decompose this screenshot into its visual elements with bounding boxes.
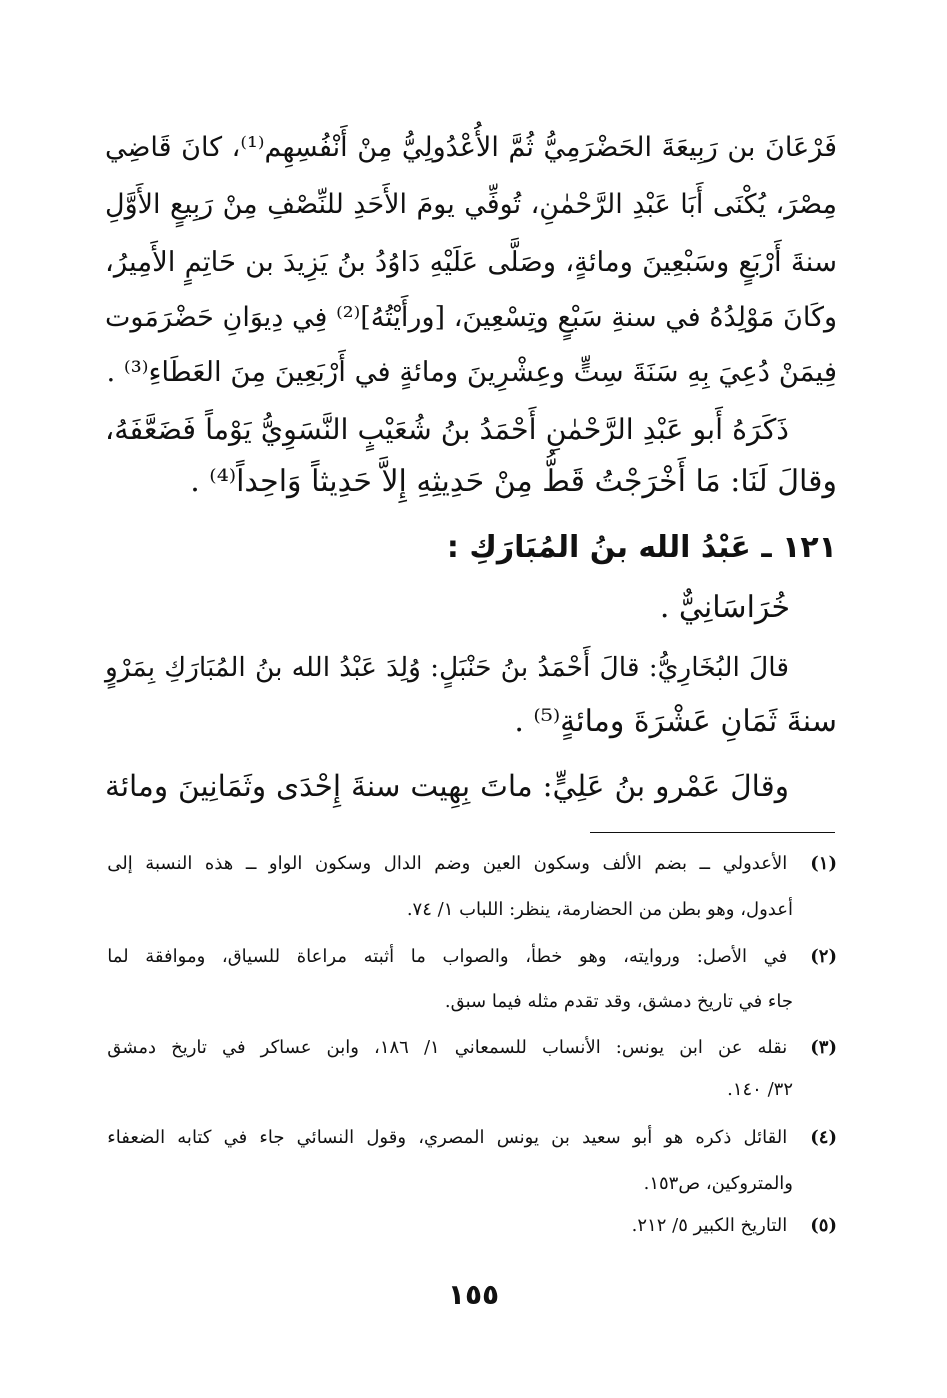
body-line-1: فَرْعَانَ بن رَبِيعَةَ الحَضْرَمِيُّ ثُمَّ الأُعْدُولِيُّ مِنْ أَنْفُسِهِم⁽¹⁾، كانَ قَاضِي [105,132,838,163]
footnote-2 [105,945,837,969]
body-line-8: قالَ البُخَارِيُّ: قالَ أَحْمَدُ بنُ حَنْبَلٍ: وُلِدَ عَبْدُ الله بنُ المُبَارَكِ بِمَرْوٍ [105,652,789,683]
footnote-4-cont: والمتروكين، ص١٥٣. [643,1173,793,1194]
footnote-number: (٤) [810,1127,837,1148]
footnote-text: القائل ذكره هو أبو سعيد بن يونس المصري، وقول النسائي جاء في كتابه الضعفاء [107,1127,788,1148]
body-line-4: وكَانَ مَوْلِدُهُ في سنةِ سَبْعٍ وتِسْعِينَ، [ورأَيْتُهُ]⁽²⁾ فِي دِيوَانِ حَضْرَمَوت [105,302,837,333]
body-line-7: وقالَ لَنَا: مَا أَخْرَجْتُ قَطُّ مِنْ حَدِيثِهِ إِلاَّ حَدِيثاً وَاحِداً⁽⁴⁾ . [190,464,837,499]
footnote-number: (١) [810,853,837,874]
body-line-10: وقالَ عَمْرو بنُ عَلِيٍّ: ماتَ بِهِيت سنةَ إِحْدَى وثَمَانِينَ ومائة [105,769,789,803]
entry-heading: ١٢١ ـ عَبْدُ الله بنُ المُبَارَكِ : [446,530,837,565]
entry-nisba: خُرَاسَانِيٌّ . [659,590,790,625]
body-line-2: مِصْرَ، يُكْنَى أَبَا عَبْدِ الرَّحْمٰنِ، تُوفِّي يومَ الأَحَدِ للنِّصْفِ مِنْ رَبِيعٍ الأَوَّلِ [105,189,837,220]
footnote-3-cont: ٣٢/ ١٤٠. [727,1079,793,1100]
footnote-4 [105,1126,837,1150]
footnote-number: (٢) [810,946,837,967]
footnote-text: الأعدولي ــ بضم الألف وسكون العين وضم الدال وسكون الواو ــ هذه النسبة إلى [107,853,788,874]
footnote-text: في الأصل: وروايته، وهو خطأ، والصواب ما أثبته مراعاة للسياق، وموافقة لما [107,946,788,967]
body-line-3: سنةَ أَرْبَعٍ وسَبْعِينَ ومائةٍ، وصَلَّى عَلَيْهِ دَاوُدُ بنُ يَزِيدَ بن حَاتِمٍ الأَمِيرُ، [105,246,837,278]
footnote-text: نقله عن ابن يونس: الأنساب للسمعاني ١/ ١٨٦، وابن عساكر في تاريخ دمشق [107,1037,788,1058]
footnote-1-cont: أعدول، وهو بطن من الحضارمة، ينظر: اللباب ١/ ٧٤. [406,899,793,920]
footnote-1 [105,852,837,876]
body-line-6: ذَكَرَهُ أَبو عَبْدِ الرَّحْمٰنِ أَحْمَدُ بنُ شُعَيْبٍ النَّسَوِيُّ يَوْماً فَضَعَّفَهُ، [105,413,789,446]
page-number: ١٥٥ [447,1278,500,1311]
footnote-separator [590,832,835,833]
body-line-5: فِيمَنْ دُعِيَ بِهِ سَنَةَ سِتٍّ وعِشْرِينَ ومائةٍ في أَرْبَعِينَ مِنَ العَطَاءِ⁽³⁾ . [106,356,837,388]
footnote-number: (٣) [810,1037,837,1058]
footnote-5 [105,1214,837,1238]
footnote-text: التاريخ الكبير ٥/ ٢١٢. [631,1215,788,1236]
footnote-number: (٥) [810,1215,837,1236]
body-line-9: سنةَ ثَمَانِ عَشْرَةَ ومائةٍ⁽⁵⁾ . [514,704,837,739]
footnote-3 [105,1036,837,1060]
footnote-2-cont: جاء في تاريخ دمشق، وقد تقدم مثله فيما سبق. [444,991,793,1012]
